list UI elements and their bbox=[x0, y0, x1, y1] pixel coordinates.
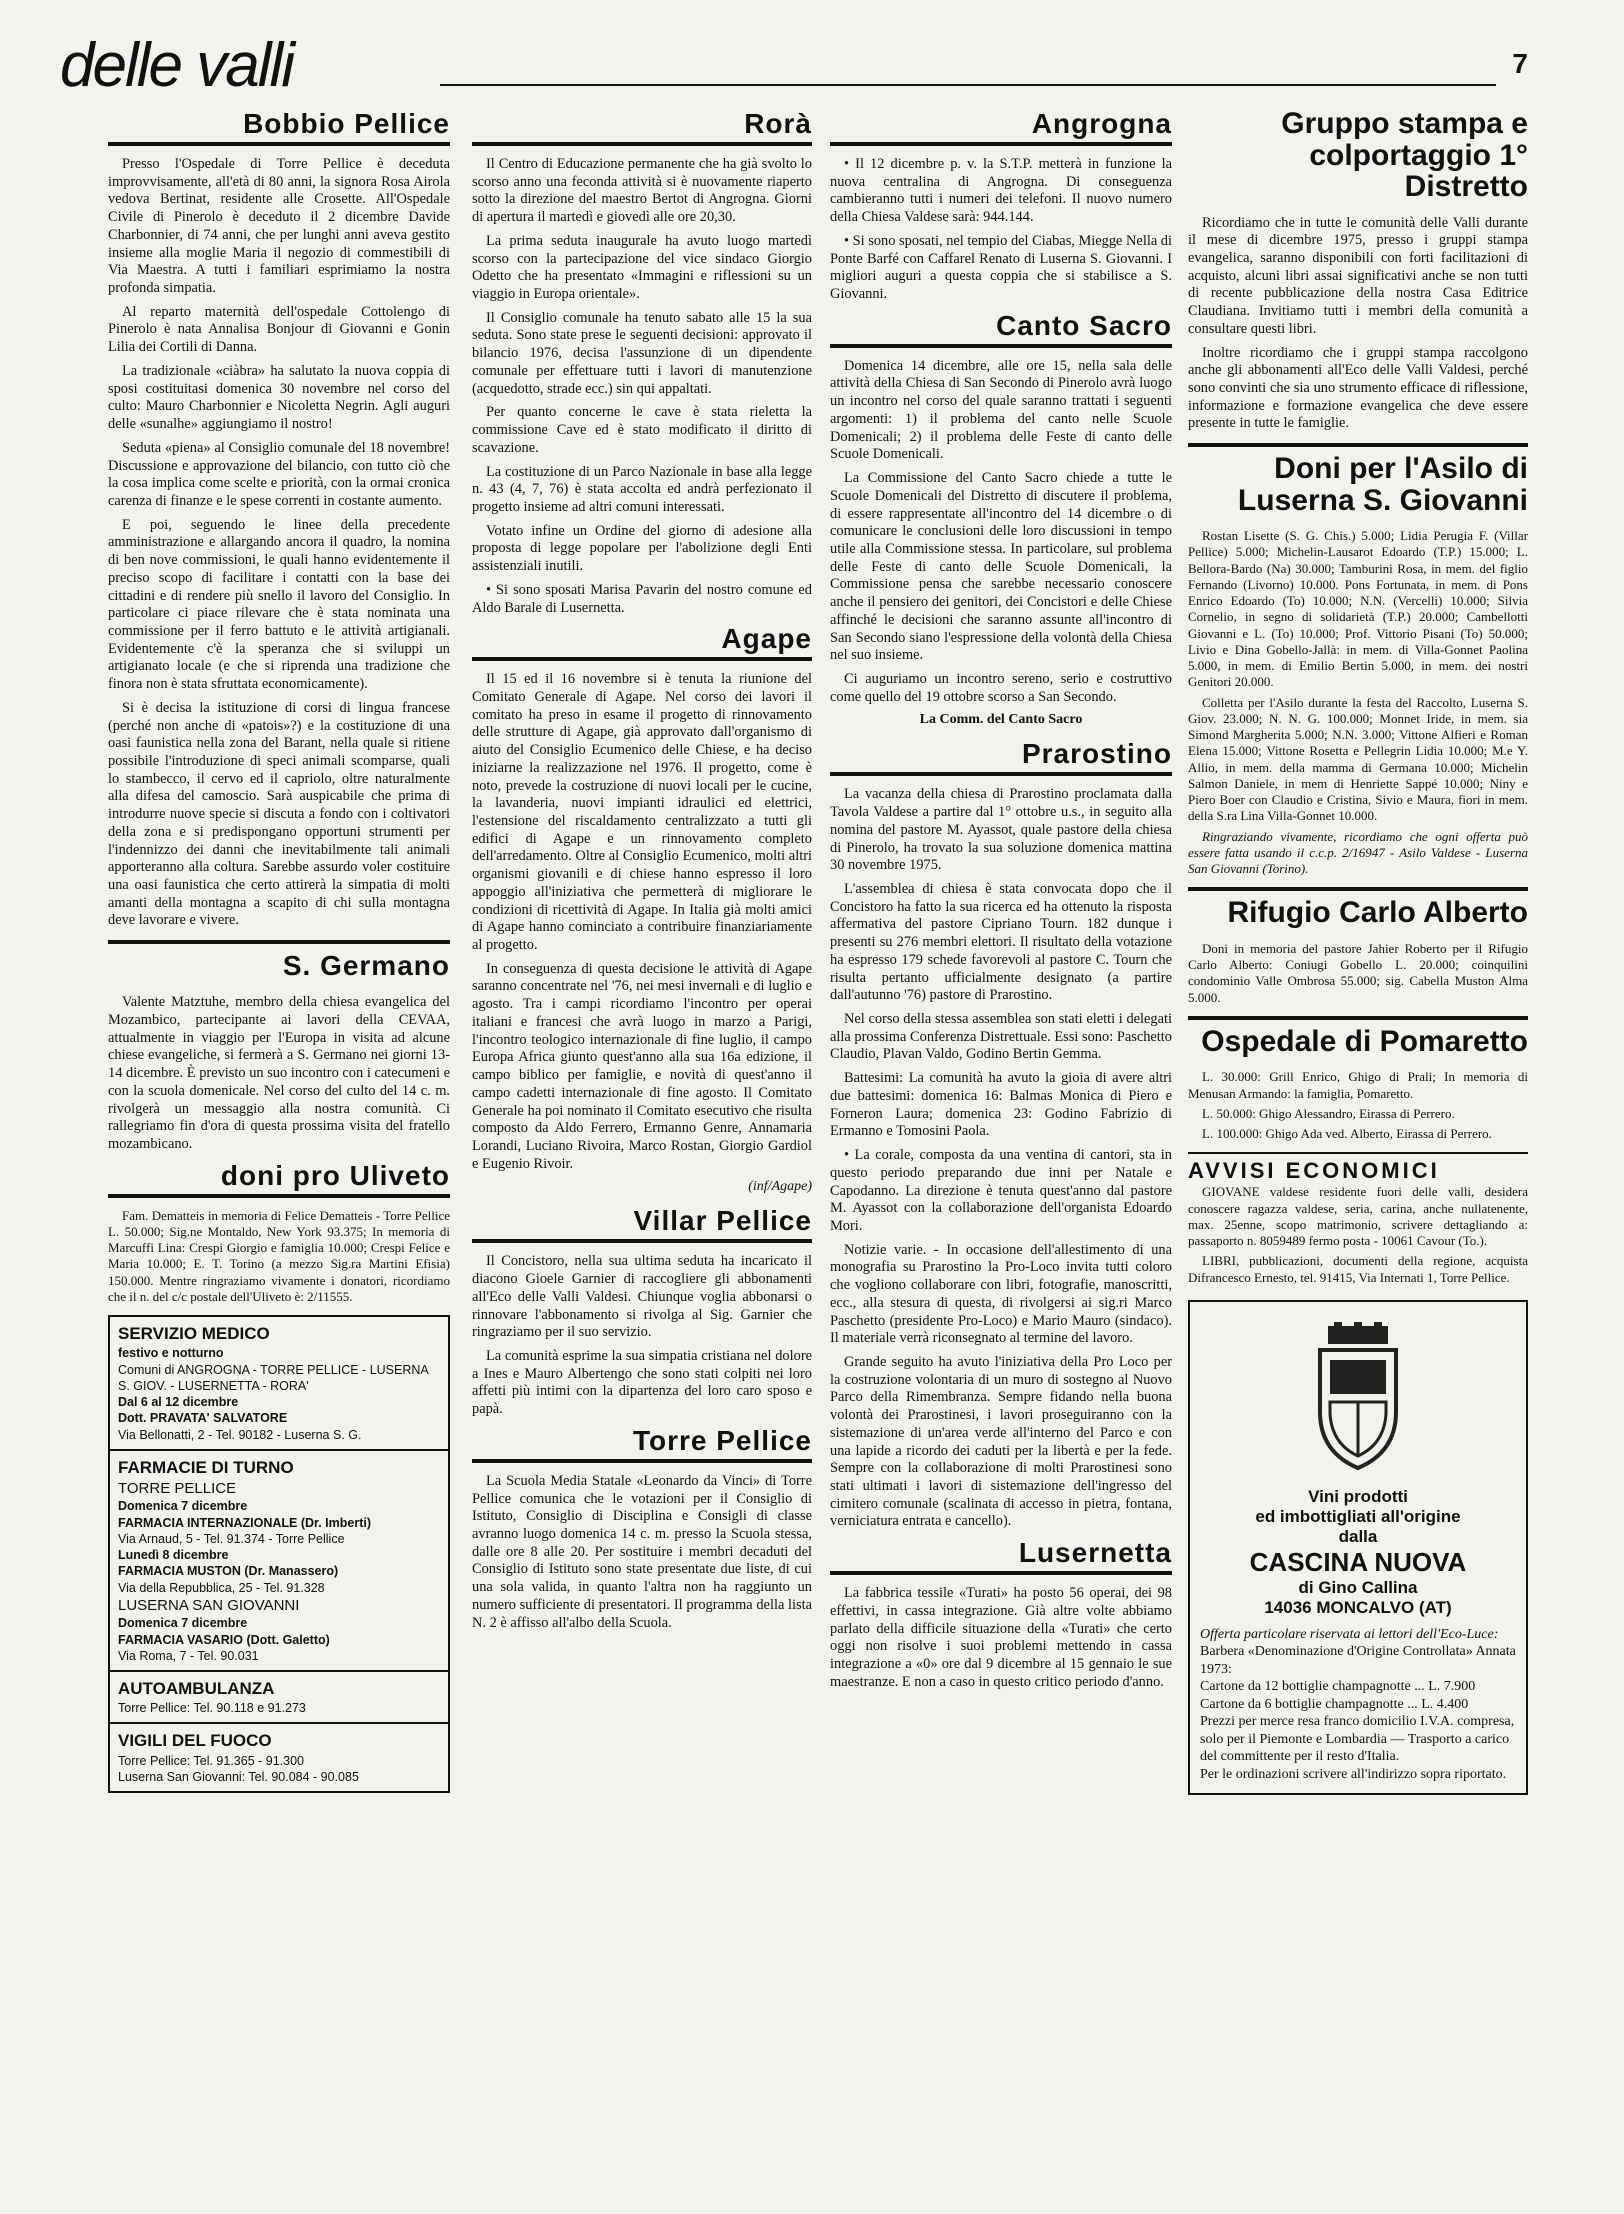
ad-line: Barbera «Denominazione d'Origine Controllata» Annata 1973: bbox=[1200, 1644, 1516, 1677]
heading-bobbio-pellice: Bobbio Pellice bbox=[108, 108, 450, 146]
classified-ad: GIOVANE valdese residente fuori delle valli, desidera conoscere ragazza valdese, seria, carina, anche nullatenente, max. 25enne, scopo matrimonio, scrivere dettagliando a: passaporto n. 8059489 fermo posta - 10061 Cavour (To.). bbox=[1188, 1184, 1528, 1249]
paragraph: La tradizionale «ciàbra» ha salutato la nuova coppia di sposi costituitasi domenica 30 novembre nel corso del culto: Mauro Charbonnier e Nicoletta Negrin. Agli auguri delle «sunalhe» aggiungiamo il nostro! bbox=[108, 362, 450, 433]
masthead: delle valli bbox=[60, 31, 294, 100]
paragraph: Per quanto concerne le cave è stata rieletta la commissione Cave ed è stato modificato il diritto di scavazione. bbox=[472, 404, 812, 456]
heading-avvisi-economici: AVVISI ECONOMICI bbox=[1188, 1152, 1528, 1184]
paragraph: Domenica 14 dicembre, alle ore 15, nella sala delle attività della Chiesa di San Secondo di Pinerolo avrà luogo un incontro nel corso del quale saranno trattati i seguenti argomenti: 1) il problema del canto nelle Scuole Domenicali; 2) il problema delle Feste di canto delle Scuole Domenicali. bbox=[830, 357, 1172, 463]
heading-lusernetta: Lusernetta bbox=[830, 1537, 1172, 1575]
divider bbox=[1188, 887, 1528, 891]
classified-ad: LIBRI, pubblicazioni, documenti della regione, acquista Difrancesco Ernesto, tel. 91415, Via Internati 1, Torre Pellice. bbox=[1188, 1253, 1528, 1285]
paragraph: Si è decisa la istituzione di corsi di lingua francese (perché non anche di «patois»?) e la costituzione di una oasi faunistica nella zona del Barant, nella quale si ritiene possibile l'introduzione di speci animali scomparse, quali lo stambecco, il cervo ed il capriolo, oltre naturalmente alla difesa del camoscio. Sarà auspicabile che prima di introdurre nuove specie si discuta a fondo con i coltivatori della zona e si predispongano opportuni strumenti per l'indennizzo dei danni che inevitabilmente tali animali apporteranno alla coltura. Sarebbe assurdo voler costituire una oasi faunistica che certo attirerà la simpatia di molti amanti della montagna a scapito di chi sulla montagna deve lavorare e vivere. bbox=[108, 699, 450, 929]
box-subtitle: festivo e notturno bbox=[118, 1346, 224, 1361]
box-line: FARMACIA VASARIO (Dott. Galetto) bbox=[118, 1632, 330, 1647]
box-line: Via Bellonatti, 2 - Tel. 90182 - Luserna S. G. bbox=[118, 1427, 362, 1442]
divider bbox=[1188, 443, 1528, 447]
column-3 bbox=[830, 108, 1172, 2188]
heading-torre-pellice: Torre Pellice bbox=[472, 1425, 812, 1463]
paragraph: Il Centro di Educazione permanente che ha già svolto lo scorso anno una feconda attività si è nuovamente riaperto sotto la direzione del maestro Bertot di Angrogna. Giorni di apertura il martedì e giovedì alle ore 20,30. bbox=[472, 156, 812, 226]
ad-line: Vini prodotti bbox=[1308, 1486, 1408, 1506]
article-rifugio bbox=[1188, 941, 1528, 1006]
paragraph: Il Concistoro, nella sua ultima seduta ha incaricato il diacono Gioele Garnier di raccogliere gli abbonamenti all'Eco delle Valli Valdesi. Chiunque voglia abbonarsi o rinnovare l'abbonamento si rivolga al Sig. Garnier che ringraziamo per il suo servizio. bbox=[472, 1253, 812, 1341]
paragraph: Battesimi: La comunità ha avuto la gioia di avere altri due battesimi: domenica 16: Balmas Monica di Piero e Forneron Laura; domenica 23: Godino Fabrizio di Ermanno e Tomosini Paola. bbox=[830, 1070, 1172, 1140]
column-4 bbox=[1188, 108, 1528, 2188]
box-line: Torre Pellice: Tel. 91.365 - 91.300 bbox=[118, 1753, 304, 1768]
ad-body bbox=[1200, 1626, 1516, 1784]
article-lusernetta bbox=[830, 1585, 1172, 1691]
masthead-rule bbox=[440, 84, 1496, 86]
box-line: TORRE PELLICE bbox=[118, 1479, 237, 1497]
article-doni-uliveto bbox=[108, 1208, 450, 1306]
ad-line: Cartone da 12 bottiglie champagnotte ... L. 7.900 bbox=[1200, 1679, 1476, 1695]
article-ospedale bbox=[1188, 1069, 1528, 1142]
paragraph: Ringraziando vivamente, ricordiamo che ogni offerta può essere fatta usando il c.c.p. 2/16947 - Asilo Valdese - Luserna San Giovanni (Torino). bbox=[1188, 828, 1528, 877]
ad-line: dalla bbox=[1338, 1526, 1378, 1546]
ad-line: Prezzi per merce resa franco domicilio I.V.A. compresa, solo per il Piemonte e Lombardia — Trasporto a carico del committente per il resto d'Italia. bbox=[1200, 1714, 1515, 1765]
heading-prarostino: Prarostino bbox=[830, 738, 1172, 776]
article-agape bbox=[472, 671, 812, 1173]
heading-villar-pellice: Villar Pellice bbox=[472, 1205, 812, 1243]
paragraph: Il Consiglio comunale ha tenuto sabato alle 15 la sua seduta. Sono state prese le seguenti decisioni: approvato il bilancio 1976, decisa l'assunzione di un dipendente comunale per effettuare tutti i lavori di manutenzione (acquedotto, strade ecc.) sin qui appaltati. bbox=[472, 309, 812, 397]
paragraph: La Commissione del Canto Sacro chiede a tutte le Scuole Domenicali del Distretto di discutere il problema, di essere rappresentate all'incontro del 14 dicembre o di comunicare le conclusioni delle loro discussioni in tempo utile alla Commissione stessa. In particolare, sul problema delle Feste di canto delle Scuole Domenicali, la Commissione pensa che sarebbe necessario conoscere anche il pensiero dei genitori, dei Concistori e delle Chiese affinché le decisioni che saranno assunte all'incontro di San Secondo siano l'espressione della volontà della Chiesa nel suo insieme. bbox=[830, 470, 1172, 664]
paragraph: Seduta «piena» al Consiglio comunale del 18 novembre! Discussione e approvazione del bilancio, con tutto ciò che la cosa implica come scelte e priorità, con la ormai cronica carenza di finanze e le spese correnti in costante aumento. bbox=[108, 439, 450, 509]
paragraph: L'assemblea di chiesa è stata convocata dopo che il Concistoro ha fatto la sua ricerca ed ha ottenuto la risposta affermativa del pastore Cipriano Tourn. 182 dunque i presenti su 276 membri elettori. Il risultato della votazione ha espresso 179 schede favorevoli al pastore C. Tourn che risulta pertanto ufficialmente designato (a partire dall'autunno '76) pastore di Prarostino. bbox=[830, 881, 1172, 1004]
ad-line: Per le ordinazioni scrivere all'indirizzo sopra riportato. bbox=[1200, 1766, 1507, 1782]
article-doni-asilo bbox=[1188, 528, 1528, 877]
paragraph: L. 50.000: Ghigo Alessandro, Eirassa di Perrero. bbox=[1202, 1105, 1455, 1121]
paragraph: Nel corso della stessa assemblea son stati eletti i delegati alla prossima Conferenza Distrettuale. Essi sono: Paschetto Claudio, Plavan Valdo, Godino Bertin Gemma. bbox=[830, 1011, 1172, 1063]
ad-line: ed imbottigliati all'origine bbox=[1255, 1506, 1461, 1526]
paragraph: • Il 12 dicembre p. v. la S.T.P. metterà in funzione la nuova centralina di Angrogna. Di conseguenza cambieranno tutti i numeri dei telefoni. Il nuovo numero della Chiesa Valdese sarà: 944.144. bbox=[830, 156, 1172, 226]
paragraph: E poi, seguendo le linee della precedente amministrazione e allargando ancora il quadro, la nomina di ben nove commissioni, le quali hanno evidentemente il preciso scopo di facilitare i contatti con la base dei cittadini e di rendere più snello il lavoro del Consiglio. In particolare ci piace rilevare che è stata nominata una commissione per il ferro battuto e le attività artigianali. Evidentemente c'è la speranza che si sviluppi un artigianato locale (e che si riprenda una tradizione che finora non è stata sfruttata economicamente). bbox=[108, 516, 450, 693]
wine-advertisement bbox=[1188, 1300, 1528, 1796]
paragraph: La Scuola Media Statale «Leonardo da Vinci» di Torre Pellice comunica che le votazioni per il Consiglio di Istituto, Consiglio di Disciplina e Consigli di classe avranno luogo domenica 14 c. m. presso la Scuola stessa, dalle ore 8 alle 20. Per sostituire i membri decaduti del Consiglio di Istituto sono state presentate due liste, di cui una sola valida, in quanto l'altra non ha raggiunto un numero sufficiente di presentatori. Il programma della lista N. 2 è affisso all'albo della Scuola. bbox=[472, 1472, 812, 1631]
paragraph: Rostan Lisette (S. G. Chis.) 5.000; Lidia Perugia F. (Villar Pellice) 5.000; Michelin-Lausarot Edoardo (T.P.) 15.000; L. Bellora-Bardo (Na) 30.000; Tamburini Rosa, in mem. del figlio Fernando (Livorno) 10.000. Pons Fortunata, in mem. di Pons Enrico Edoardo (To) 10.000; N.N. (Vercelli) 10.000; Silvia Cornelio, in segno di solidarietà (T.P.) 20.000; Cambellotti Giovanni e L. (To) 10.000; Prof. Vittorio Pisani (To) 50.000; Livio e Dina Gobello-Jallà: in mem. di Villa-Gonnet Paolina 5.000, in mem. di Emilio Bertin 5.000, in mem. dei nostri Genitori 20.000. bbox=[1188, 528, 1528, 690]
paragraph: Inoltre ricordiamo che i gruppi stampa raccolgono anche gli abbonamenti all'Eco delle Valli Valdesi, perché sono convinti che sia uno strumento efficace di riflessione, informazione e formazione evangelica che deve essere presente in tutte le famiglie. bbox=[1188, 344, 1528, 432]
article-s-germano bbox=[108, 994, 450, 1153]
paragraph: Presso l'Ospedale di Torre Pellice è deceduta improvvisamente, all'età di 80 anni, la signora Rosa Airola vedova Bertinat, residente alle Crosette. All'Ospedale Civile di Pinerolo è deceduto il 2 dicembre Davide Charbonnier, di 74 anni, che per lunghi anni aveva gestito insieme alla moglie Maria il negozio di commestibili di Via Maestra. A tutti i familiari esprimiamo la nostra profonda simpatia. bbox=[108, 156, 450, 297]
heading-angrogna: Angrogna bbox=[830, 108, 1172, 146]
heading-canto-sacro: Canto Sacro bbox=[830, 310, 1172, 348]
heading-gruppo-stampa: Gruppo stampa e colportaggio 1° Distretto bbox=[1281, 108, 1528, 203]
article-bobbio-pellice bbox=[108, 156, 450, 930]
paragraph: • Si sono sposati, nel tempio del Ciabas, Miegge Nella di Ponte Barfé con Caffarel Renato di Luserna S. Giovanni. I migliori auguri a questa coppia che si stabilisce a S. Giovanni. bbox=[830, 232, 1172, 303]
paragraph: L. 100.000: Ghigo Ada ved. Alberto, Eirassa di Perrero. bbox=[1202, 1126, 1492, 1142]
ad-line: 14036 MONCALVO (AT) bbox=[1264, 1597, 1452, 1617]
paragraph: Ricordiamo che in tutte le comunità delle Valli durante il mese di dicembre 1975, presso i gruppi stampa evangelica, saranno disponibili con forti facilitazioni di acquisto, alcuni libri assai significativi anche se non tutti di recente pubblicazione della nostra Casa Editrice Claudiana. Invitiamo tutti i membri della comunità a consultare questi libri. bbox=[1188, 214, 1528, 337]
box-line: Via Arnaud, 5 - Tel. 91.374 - Torre Pellice bbox=[118, 1531, 345, 1546]
paragraph: La vacanza della chiesa di Prarostino proclamata dalla Tavola Valdese a partire dal 1° ottobre u.s., in seguito alla nomina del pastore M. Ayassot, quale pastore della chiesa di Pinerolo, ha trovato la sua soluzione domenica mattina 30 novembre 1975. bbox=[830, 786, 1172, 874]
ad-line: di Gino Callina bbox=[1298, 1577, 1418, 1597]
paragraph: Il 15 ed il 16 novembre si è tenuta la riunione del Comitato Generale di Agape. Nel corso dei lavori il comitato ha preso in esame il progetto di rinnovamento delle strutture di Agape, già approvato dall'organismo di aiuto del Consiglio Ecumenico delle Chiese, e ha deciso iniziarne la realizzazione nel 1976. Il progetto, come è noto, prevede la costruzione di nuovi locali per le cucine, la lavanderia, nuovi impianti idraulici ed elettrici, l'estensione del riscaldamento centralizzato a tutti gli edifici di Agape e un rinnovamento completo dell'arredamento. Oltre al Consiglio Ecumenico, molti altri organismi giovanili e di chiese hanno espresso il loro appoggio all'iniziativa che permetterà di migliorare le condizioni di ricettività di Agape. In Italia già molti amici di Agape hanno cominciato a contribuire finanziariamente al progetto. bbox=[472, 671, 812, 954]
heading-s-germano: S. Germano bbox=[282, 950, 450, 982]
article-canto-sacro bbox=[830, 358, 1172, 707]
article-torre-pellice bbox=[472, 1473, 812, 1632]
box-line: Lunedì 8 dicembre bbox=[118, 1548, 229, 1563]
paragraph: Doni in memoria del pastore Jahier Roberto per il Rifugio Carlo Alberto: Coniugi Gobello L. 20.000; coinquilini condominio Valle Ombrosa 55.000; sig. Cabella Muston Alma 5.000. bbox=[1188, 940, 1528, 1005]
heading-doni-pro-uliveto: doni pro Uliveto bbox=[108, 1160, 450, 1198]
paragraph: La comunità esprime la sua simpatia cristiana nel dolore a Ines e Mauro Albertengo che sono stati colpiti nei loro affetti più intimi con la dipartenza del loro caro sposo e papà. bbox=[472, 1347, 812, 1418]
heading-rifugio-carlo-alberto: Rifugio Carlo Alberto bbox=[1227, 896, 1528, 930]
paragraph: • La corale, composta da una ventina di cantori, sta in questo periodo preparando due inni per Natale e Capodanno. La direzione è tenuta quest'anno dal pastore M. Ayassot con la collaborazione dell'organista Edoardo Mori. bbox=[830, 1147, 1172, 1234]
box-line: Via della Repubblica, 25 - Tel. 91.328 bbox=[118, 1580, 325, 1595]
box-line: Domenica 7 dicembre bbox=[118, 1499, 248, 1514]
divider bbox=[110, 1449, 448, 1451]
ad-line: Cartone da 6 bottiglie champagnotte ... L. 4.400 bbox=[1200, 1696, 1469, 1712]
box-line: Domenica 7 dicembre bbox=[118, 1616, 248, 1631]
article-gruppo-stampa bbox=[1188, 215, 1528, 434]
paragraph: Valente Matztuhe, membro della chiesa evangelica del Mozambico, partecipante ai lavori della CEVAA, attualmente in viaggio per l'Europa in visita ad alcune chiese evangeliche, si fermerà a S. Germano nei giorni 13-14 dicembre. È previsto un suo incontro con i catecumeni e con la scuola domenicale. Nel corso del culto del 14 c. m. rivolgerà un messaggio alla nostra comunità. Ci rallegriamo fin d'ora di questa prossima visita del fratello mozambicano. bbox=[108, 994, 450, 1152]
box-title: AUTOAMBULANZA bbox=[118, 1679, 275, 1699]
paragraph: La prima seduta inaugurale ha avuto luogo martedì scorso con la partecipazione del vice sindaco Giorgio Odetto che ha presentato «Immagini e riflessioni su un viaggio in Europa orientale». bbox=[472, 232, 812, 303]
article-villar-pellice bbox=[472, 1253, 812, 1418]
article-rora bbox=[472, 156, 812, 617]
paragraph: La fabbrica tessile «Turati» ha posto 56 operai, dei 98 effettivi, in cassa integrazione. Già altre volte abbiamo parlato della difficile situazione della «Turati» che certo oggi non risolve i suoi problemi mettendo in cassa integrazione a «0» ore dal 9 dicembre al 15 gennaio le sue maestranze. E non a caso in questo critico periodo d'anno. bbox=[830, 1585, 1172, 1690]
heading-agape: Agape bbox=[472, 623, 812, 661]
box-line: Luserna San Giovanni: Tel. 90.084 - 90.085 bbox=[118, 1769, 359, 1784]
box-line: Dott. PRAVATA' SALVATORE bbox=[118, 1411, 288, 1426]
divider bbox=[110, 1670, 448, 1672]
signature: La Comm. del Canto Sacro bbox=[919, 712, 1083, 728]
ad-brand: CASCINA NUOVA bbox=[1249, 1546, 1467, 1577]
heading-rora: Rorà bbox=[472, 108, 812, 146]
paragraph: Notizie varie. - In occasione dell'allestimento di una monografia su Prarostino la Pro-Loco invita tutti coloro che vogliono collaborare con libri, fotografie, manoscritti, ecc., alla stesura di questa, di rivolgersi ai sig.ri Marco Paschetto (presidente Pro-Loco) e Mario Mauro (sindaco). Il materiale verrà riconsegnato al termine del lavoro. bbox=[830, 1241, 1172, 1347]
paragraph: Ci auguriamo un incontro sereno, serio e costruttivo come quello del 19 ottobre scorso a San Secondo. bbox=[830, 670, 1172, 705]
article-prarostino bbox=[830, 786, 1172, 1531]
heading-doni-asilo: Doni per l'Asilo di Luserna S. Giovanni bbox=[1237, 452, 1528, 517]
box-line: FARMACIA MUSTON (Dr. Manassero) bbox=[118, 1564, 339, 1579]
box-line: Comuni di ANGROGNA - TORRE PELLICE - LUSERNA S. GIOV. - LUSERNETTA - RORA' bbox=[118, 1362, 429, 1393]
article-angrogna bbox=[830, 156, 1172, 304]
classifieds bbox=[1188, 1184, 1528, 1286]
paragraph: Grande seguito ha avuto l'iniziativa della Pro Loco per la costruzione volontaria di un muro di sostegno al Nuovo Parco della Rimembranza. Sempre fidando nella buona volontà dei Prarostinesi, i lavori proseguiranno con la sistemazione di un'area verde all'interno del Parco e con una lapide a ricordo dei caduti per la libertà e per la fede. Sempre con la collaborazione di molti Prarostinesi sono stati ultimati i lavori di sistemazione dell'ingresso del cimitero comunale (scalinata di accesso in pietra, fontana, verniciatura entrata e cancello). bbox=[830, 1353, 1172, 1530]
paragraph: In conseguenza di questa decisione le attività di Agape saranno concentrate nel '76, nei mesi invernali e di luglio e agosto. Tra i campi ricordiamo l'incontro per operai italiani e francesi che avrà luogo in marzo a Parigi, l'incontro teologico internazionale di fine luglio, il campo Europa Africa giunto quest'anno alla sua 16a edizione, il campo biblico per famiglie, e novità di quest'anno il campo cadetti internazionale di fine agosto. Il Comitato Generale ha poi nominato il Comitato esecutivo che risulta composto da Aldo Ferrero, Ermanno Genre, Annamaria Lorandi, Luciano Rivoira, Marco Rostan, Giorgio Gardiol e Eugenio Rivoir. bbox=[472, 960, 812, 1172]
paragraph: Colletta per l'Asilo durante la festa del Raccolto, Luserna S. Giov. 23.000; N. N. G. 100.000; Monnet Iride, in mem. sia Simond Margherita 5.000; N.N. 3.000; Vittone Alfieri e Roman Elena 15.000; Vittone Rosetta e Pellegrin Lidia 10.000; M.e Y. Allio, in mem. della mamma di Germana 10.000; Michelin Salmon Daniele, in mem di Henriette Sappé 10.000; Niny e Piero Boer con Claudio e Cristina, Sivio e Maura, fiori in mem. della S.ra Lina Villa-Gonnet 10.000. bbox=[1188, 694, 1528, 824]
box-title: VIGILI DEL FUOCO bbox=[118, 1731, 272, 1751]
paragraph: Fam. Dematteis in memoria di Felice Dematteis - Torre Pellice L. 50.000; Sig.ne Montaldo, New York 93.375; In memoria di Marcuffi Lina: Crespi Giorgio e famiglia 10.000; Crespi Felice e Maria 10.000; E. T. Torino (a mezzo Sig.ra Martini Efisia) 150.000. Mentre ringraziamo vivamente i donatori, ricordiamo che il n. del c/c postale dell'Uliveto è: 2/11555. bbox=[108, 1207, 450, 1304]
page-number: 7 bbox=[1512, 48, 1528, 79]
box-line: FARMACIA INTERNAZIONALE (Dr. Imberti) bbox=[118, 1515, 372, 1530]
coat-of-arms-icon bbox=[1298, 1322, 1418, 1472]
box-title: SERVIZIO MEDICO bbox=[118, 1324, 270, 1344]
column-2 bbox=[472, 108, 812, 2188]
paragraph: Al reparto maternità dell'ospedale Cottolengo di Pinerolo è nata Annalisa Bonjour di Giovanni e Gonin Lilia dei Cortili di Danna. bbox=[108, 303, 450, 356]
column-1 bbox=[108, 108, 450, 2188]
paragraph: L. 30.000: Grill Enrico, Ghigo di Prali; In memoria di Menusan Armando: la famiglia, Pomaretto. bbox=[1188, 1069, 1528, 1101]
box-title: FARMACIE DI TURNO bbox=[118, 1457, 294, 1477]
divider bbox=[110, 1722, 448, 1724]
box-line: LUSERNA SAN GIOVANNI bbox=[118, 1596, 300, 1614]
divider bbox=[1188, 1016, 1528, 1020]
paragraph: • Si sono sposati Marisa Pavarin del nostro comune ed Aldo Barale di Lusernetta. bbox=[472, 581, 812, 616]
box-line: Dal 6 al 12 dicembre bbox=[118, 1395, 239, 1409]
ad-line: Offerta particolare riservata ai lettori dell'Eco-Luce: bbox=[1200, 1626, 1499, 1642]
box-line: Via Roma, 7 - Tel. 90.031 bbox=[118, 1648, 259, 1663]
divider bbox=[108, 940, 450, 944]
box-line: Torre Pellice: Tel. 90.118 e 91.273 bbox=[118, 1701, 306, 1716]
signature: (inf/Agape) bbox=[748, 1179, 812, 1195]
medical-service-box bbox=[108, 1315, 450, 1793]
paragraph: Votato infine un Ordine del giorno di adesione alla proposta di legge popolare per l'abolizione degli Enti assistenziali inutili. bbox=[472, 522, 812, 575]
heading-ospedale-pomaretto: Ospedale di Pomaretto bbox=[1201, 1024, 1528, 1058]
paragraph: La costituzione di un Parco Nazionale in base alla legge n. 43 (4, 7, 76) è stata accolta ed andrà perfezionato il progetto insieme ad altri comuni interessati. bbox=[472, 463, 812, 515]
